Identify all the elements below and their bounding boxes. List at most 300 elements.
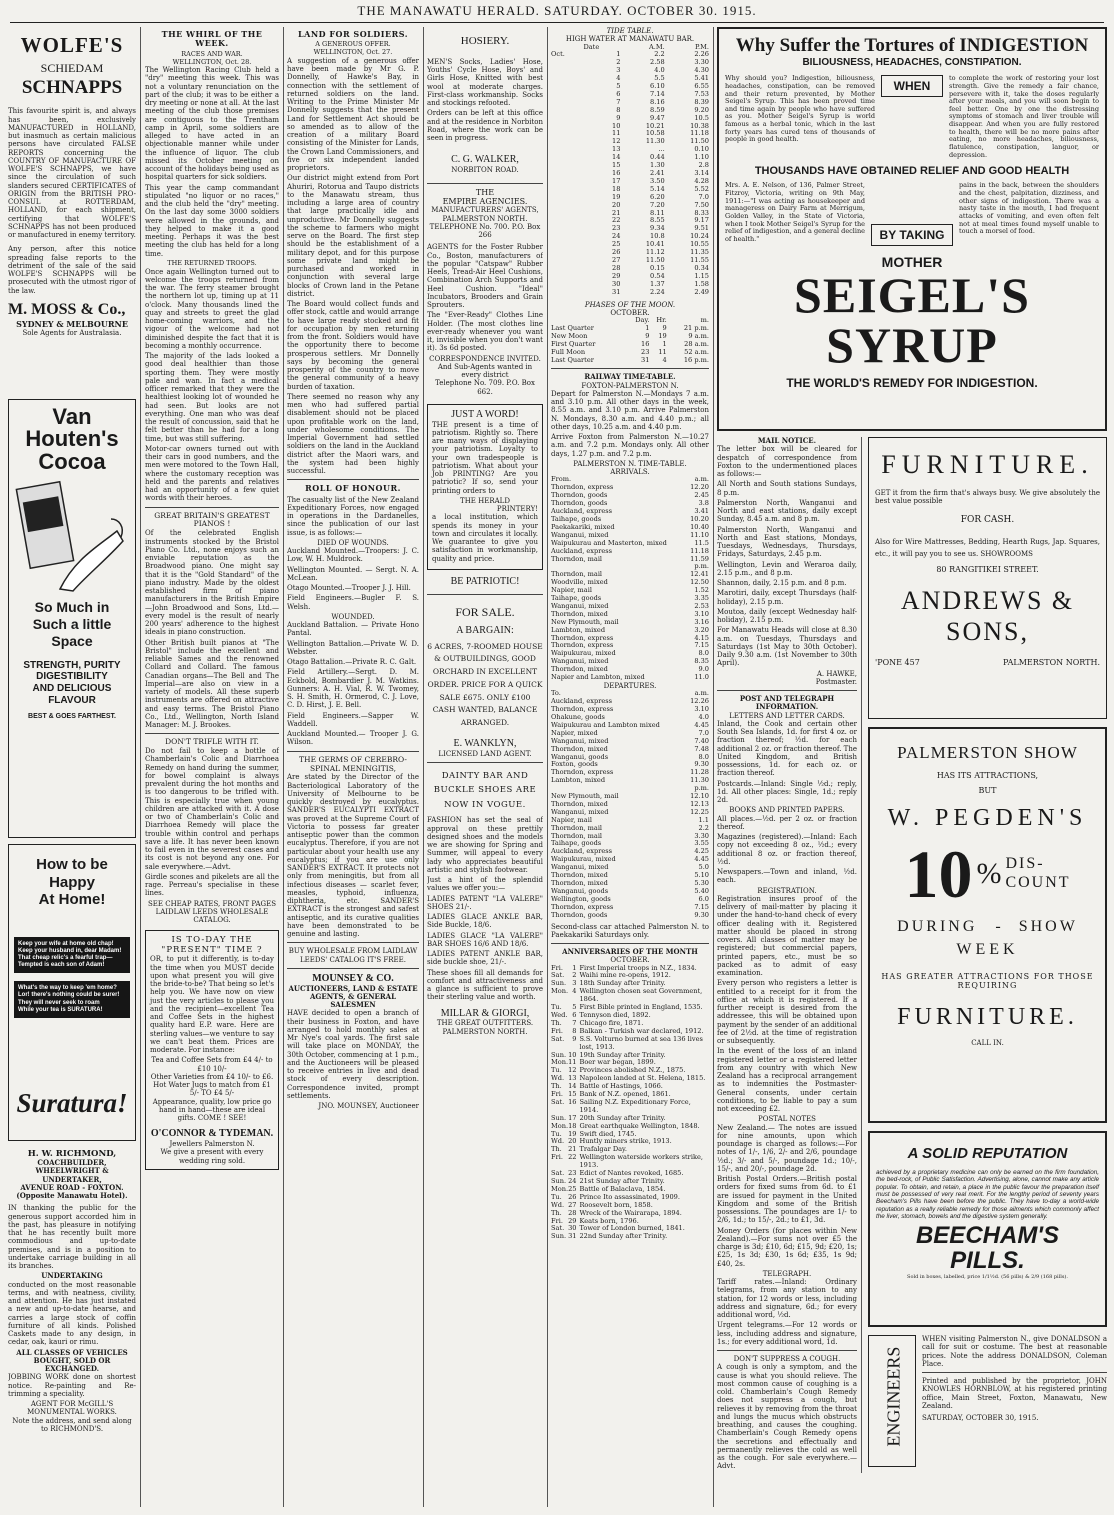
tide-row bbox=[551, 249, 709, 257]
divider bbox=[287, 942, 419, 943]
tide-row bbox=[551, 186, 709, 194]
tide-row bbox=[551, 194, 709, 202]
vanhouten-slogan2: Such a little bbox=[32, 615, 112, 632]
rail-departures: DEPARTURES. bbox=[603, 682, 657, 690]
tide-row bbox=[551, 91, 709, 99]
richmond-address: AVENUE ROAD - FOXTON. (Opposite Manawatu Hotel). bbox=[16, 1182, 128, 1201]
post-sub4: POSTAL NOTES bbox=[758, 1115, 816, 1124]
tide-pm: 10.38 bbox=[690, 121, 709, 130]
vanhouten-ad bbox=[8, 399, 136, 838]
tide-month bbox=[551, 138, 583, 146]
rail-time: 3.10 bbox=[694, 705, 709, 714]
discount-percent: % bbox=[976, 857, 1002, 891]
rail-time: 8.0 bbox=[698, 752, 709, 761]
tide-am: 10.58 bbox=[645, 129, 665, 138]
rail-station: Thorndon, goods bbox=[551, 910, 608, 919]
happy-line: They will never seek to roam bbox=[18, 999, 100, 1006]
sale-sub: A BARGAIN: bbox=[456, 624, 514, 636]
show-l3: HAS GREATER ATTRACTIONS FOR THOSE REQUIRING bbox=[881, 971, 1094, 991]
rail-station: Thorndon, express bbox=[551, 483, 614, 492]
rail-time: 5.0 bbox=[698, 863, 709, 872]
rail-station: Lambton, mixed bbox=[551, 625, 606, 634]
honour-title: ROLL OF HONOUR. bbox=[305, 483, 401, 494]
discount-count: COUNT bbox=[1005, 874, 1071, 892]
today-l3: Hot Water Jugs to match from £1 5/- TO £4 5/- bbox=[153, 1081, 271, 1098]
post-p: In the event of the loss of an inland registered letter or a registered letter from any country with which New Zealand has a reciprocal arrangement as to indemnities the Postmaster-General consents, under certain conditions, to be liable to pay a sum not exceeding £2. bbox=[717, 1047, 857, 1113]
tide-am: ... bbox=[658, 145, 665, 154]
post-sub: LETTERS AND LETTER CARDS. bbox=[729, 711, 845, 720]
dainty-body: FASHION has set the seal of approval on these prettily designed shoes and the models we are showing for Spring and Summer, will appeal to every lady who appreciates beautiful artistic and stylish footwear. bbox=[427, 816, 543, 874]
anniv-event: Battle of Hastings, 1066. bbox=[579, 1082, 663, 1091]
dainty-intro: Just a hint of the splendid values we offer you:— bbox=[427, 876, 543, 893]
anniv-event: Great earthquake Wellington, 1848. bbox=[579, 1121, 700, 1130]
anniv-weekday: Th. bbox=[551, 1082, 562, 1091]
tide-row bbox=[551, 67, 709, 75]
tide-month bbox=[551, 83, 583, 91]
tide-row bbox=[551, 83, 709, 91]
post-p: Money Orders (for places within New Zealand).—For sums not over £5 the charge is 3d; £10, 6d; £15, 9d; £20, 1s; £25, 1s 3d; £30, 1s 6d; £35, 1s 9d; £40, 2s. bbox=[717, 1226, 857, 1268]
tide-am: 6.10 bbox=[650, 82, 665, 91]
rail-station: Thorndon, express bbox=[551, 641, 614, 650]
anniv-event: 19th Sunday after Trinity. bbox=[579, 1050, 666, 1059]
tide-date: 27 bbox=[612, 255, 621, 264]
tide-row bbox=[551, 257, 709, 265]
land-p2: Our district might extend from Port Ahuriri, Rotorua and Taupo districts to the Manawatu stream, thus including a large area of country that large practically idle and unproductive. Mr Donnelly suggests the scheme to farmers who might serve on the Board. The first step should be the establishment of a military depot, and for this purpose some private land might be purchased and worked in conjunction with several large blocks of Crown land in the Petane district. bbox=[287, 174, 419, 298]
whirl-title: THE WHIRL OF THE WEEK. bbox=[161, 29, 263, 49]
column-rule bbox=[283, 27, 284, 1507]
tide-date: 14 bbox=[612, 153, 621, 162]
masthead-rule bbox=[10, 22, 1104, 23]
anniv-row bbox=[551, 1233, 709, 1241]
post-title: POST AND TELEGRAPH INFORMATION. bbox=[739, 694, 835, 712]
tide-am: 11.12 bbox=[645, 248, 665, 257]
post-p: Postcards.—Inland: Single ½d.; reply, 1d. All other places: Single, 1d.; reply 2d. bbox=[717, 779, 857, 804]
whirl-p5: Motor-car owners turned out with their cars in good numbers, and the men were motored to the Town Hall, where the customary reception was held and the parents and relatives had an opportunity of a few quiet words with their heroes. bbox=[145, 444, 279, 503]
tide-pm: 10.5 bbox=[694, 113, 709, 122]
rail-time: 12.26 bbox=[690, 697, 709, 706]
anniv-day: 22 bbox=[568, 1153, 577, 1162]
vanhouten-slogan3: Space bbox=[51, 632, 93, 649]
happy-title2: At Home! bbox=[38, 891, 106, 909]
anniv-day: 10 bbox=[568, 1050, 577, 1059]
rail-station: Thorndon, express bbox=[551, 902, 614, 911]
mail-p: Wellington, Levin and Weraroa daily, 2.15 p.m., and 8 p.m. bbox=[717, 560, 857, 577]
tide-month bbox=[551, 162, 583, 170]
tide-date: 24 bbox=[612, 232, 621, 241]
rail-station: Auckland, express bbox=[551, 847, 613, 856]
rail-station: Thorndon, mail bbox=[551, 554, 603, 563]
rail-time: 3.16 bbox=[694, 617, 709, 626]
happy-line: Keep your wife at home old chap! bbox=[18, 941, 114, 948]
land-sub: A GENEROUS OFFER. bbox=[315, 40, 391, 49]
anniv-event: Huntly miners strike, 1913. bbox=[579, 1137, 672, 1146]
tide-date: 5 bbox=[616, 82, 621, 91]
richmond-h2: UNDERTAKING bbox=[41, 1271, 103, 1281]
tide-pm: 3.14 bbox=[694, 169, 709, 177]
rail-station: Foxton, goods bbox=[551, 760, 598, 769]
tide-month bbox=[551, 225, 583, 233]
empire-body2: The "Ever-Ready" Clothes Line Holder. (The most clothes line ever-ready whenever you want it, invisible when you don't want it). 3s 6d posted. bbox=[427, 311, 543, 353]
tide-pm: 3.30 bbox=[694, 58, 709, 67]
richmond-h3: ALL CLASSES OF VEHICLES BOUGHT, SOLD OR EXCHANGED. bbox=[16, 1347, 128, 1374]
walker-address: NORBITON ROAD. bbox=[451, 166, 519, 175]
tide-am: 9.34 bbox=[650, 224, 665, 233]
tide-row bbox=[551, 59, 709, 67]
tide-am: 4.0 bbox=[654, 66, 665, 75]
moon-hour: 4 bbox=[662, 355, 667, 364]
tide-pm: 4.28 bbox=[694, 176, 709, 185]
wanklyn-sub: LICENSED LAND AGENT. bbox=[438, 749, 532, 758]
rail-time: 9.30 bbox=[694, 760, 709, 769]
land-p3: The Board would collect funds and offer stock, cattle and would arrange to have large ready stocked and fit for occupation by men returning from the front. Soldiers would have the opportunity there to become prosperous settlers. Mr Donnelly says by becoming the general prosperity of the country to move the general community of a heavy burden of taxation. bbox=[287, 300, 419, 391]
whirl-p2: This year the camp commandant stipulated "no liquor or no races," and the club held the "dry" meeting. On the last day some 3000 soldiers were allowed in the grounds, and they helped to make it a good meeting. Perhaps it was the best meeting the club has held for a long time. bbox=[145, 183, 279, 258]
honour-entry: Auckland Battalion. — Private Hono Pantal. bbox=[287, 621, 419, 638]
furn-title: FURNITURE. bbox=[881, 450, 1094, 479]
seigel-ad bbox=[717, 27, 1107, 431]
anniv-month: OCTOBER. bbox=[610, 956, 650, 965]
tide-pm: 11.50 bbox=[690, 137, 709, 146]
anniv-event: First Bible printed in England, 1535. bbox=[579, 1003, 703, 1012]
anniv-weekday: Tu. bbox=[551, 1066, 562, 1075]
oconnor-body: We give a present with every wedding ring sold. bbox=[160, 1148, 264, 1165]
divider bbox=[551, 368, 709, 369]
rail-time: 4.25 bbox=[694, 847, 709, 856]
moon-title: PHASES OF THE MOON. bbox=[584, 300, 676, 309]
tide-am: 5.5 bbox=[654, 74, 665, 83]
anniv-weekday: Tu. bbox=[551, 1129, 562, 1138]
rail-time: 7.15 bbox=[694, 641, 709, 650]
column-3 bbox=[287, 27, 419, 1509]
tide-title: TIDE TABLE. bbox=[606, 27, 654, 35]
tide-am: 10.8 bbox=[650, 232, 665, 241]
rail-pm-label: p.m. bbox=[694, 784, 709, 793]
rail-station: Taihape, goods bbox=[551, 594, 602, 603]
tide-am: 8.55 bbox=[650, 216, 665, 225]
trifle-p: Do not fail to keep a bottle of Chamberlain's Colic and Diarrhoea Remedy on hand during the summer, for bowel complaint is always prevalent during the hot months and is too dangerous to be trifled with. This is especially true when young children are attacked with it. A dose or two of Chamberlain's Colic and Diarrhoea Remedy will place the trouble within control and perhaps save a life. It has never been known to fail even in the severest cases and its cost is not beyond any one. For sale everywhere.—Advt. bbox=[145, 747, 279, 871]
tide-row bbox=[551, 178, 709, 186]
tide-pm: 1.10 bbox=[694, 153, 709, 162]
tide-row bbox=[551, 210, 709, 218]
moon-phase: Last Quarter bbox=[551, 323, 594, 332]
happy-line: Keep your husband in, dear Madam! bbox=[18, 948, 122, 955]
seigel-mother: MOTHER bbox=[881, 253, 943, 270]
rail-row bbox=[551, 777, 709, 785]
tide-date: 29 bbox=[612, 271, 621, 280]
moon-day: 1 bbox=[645, 323, 650, 332]
rail-am-label: a.m. bbox=[694, 475, 709, 484]
moon-minute: 16 p.m. bbox=[683, 355, 709, 364]
suratura-logo: Suratura! bbox=[16, 1087, 128, 1118]
rail-time: 6.0 bbox=[698, 894, 709, 903]
column-4 bbox=[427, 27, 543, 1509]
wolfe-agent-role: Sole Agents for Australasia. bbox=[22, 329, 122, 338]
tide-date: 22 bbox=[612, 216, 621, 225]
tide-pm: 4.30 bbox=[694, 66, 709, 75]
anniv-day: 30 bbox=[568, 1224, 577, 1233]
anniv-day: 13 bbox=[568, 1074, 577, 1083]
rail-time: 5.30 bbox=[694, 879, 709, 887]
tide-row bbox=[551, 115, 709, 123]
honour-p: The casualty list of the New Zealand Expeditionary Forces, now engaged in operations in the Dardanelles, since the publication of our last issue, is as follows:— bbox=[287, 495, 419, 537]
rail-row bbox=[551, 912, 709, 920]
tide-date: 18 bbox=[612, 184, 621, 193]
anniv-event: Keats born, 1796. bbox=[579, 1216, 639, 1225]
tide-month bbox=[551, 233, 583, 241]
rail-station: Taihape, goods bbox=[551, 839, 602, 848]
rail-time: 2.45 bbox=[694, 491, 709, 500]
post-p: All places.—½d. per 2 oz. or fraction thereof. bbox=[717, 814, 857, 831]
anniv-day: 31 bbox=[568, 1232, 577, 1241]
post-sub3: REGISTRATION. bbox=[757, 886, 817, 895]
honour-entry: Wellington Mounted. — Sergt. N. A. McLean. bbox=[287, 565, 419, 582]
divider bbox=[145, 733, 279, 734]
tide-pm: 2.8 bbox=[698, 161, 709, 170]
pegden-ad bbox=[868, 727, 1107, 1123]
anniv-weekday: Mon. bbox=[551, 1058, 569, 1067]
word-ad bbox=[427, 404, 543, 570]
anniv-event: 22nd Sunday after Trinity. bbox=[579, 1232, 668, 1241]
rail-station: Napier, mixed bbox=[551, 728, 598, 737]
word-body: THE present is a time of patriotism. Rightly so. There are many ways of displaying your patriotism. Loyalty to your own tradespeople is patriotism. What about your Job PRINTING? Are you patriotic? If so, send your printing orders to bbox=[432, 420, 538, 495]
moon-hour: 19 bbox=[658, 331, 667, 340]
column-2 bbox=[145, 27, 279, 1509]
moon-hour: 11 bbox=[658, 347, 667, 356]
rail-am-label: a.m. bbox=[694, 689, 709, 698]
anniv-day: 3 bbox=[572, 979, 577, 988]
discount-row bbox=[876, 836, 1099, 913]
tide-date: 26 bbox=[612, 248, 621, 257]
moon-phase: New Moon bbox=[551, 331, 588, 340]
rail-time: 12.20 bbox=[690, 483, 709, 492]
rail-station: New Plymouth, mail bbox=[551, 617, 619, 626]
column-5 bbox=[551, 27, 709, 1509]
tide-date: 10 bbox=[612, 121, 621, 130]
vanhouten-line4: FLAVOUR bbox=[48, 694, 96, 706]
show-l1: HAS ITS ATTRACTIONS, bbox=[936, 771, 1039, 781]
moon-phase: Full Moon bbox=[551, 347, 586, 356]
column-rule bbox=[547, 27, 548, 1507]
rail-station: Thorndon, goods bbox=[551, 499, 608, 508]
tide-row bbox=[551, 51, 709, 59]
vanhouten-line2: DIGESTIBILITY bbox=[36, 671, 108, 683]
tide-date: 21 bbox=[612, 208, 621, 217]
rail-p2: Arrive Foxton from Palmerston N.—10.27 a.m. and 7.2 p.m. Mondays only. All other days, 1.27 p.m. and 7.2 p.m. bbox=[551, 433, 709, 458]
anniv-weekday: Fri. bbox=[551, 963, 563, 972]
anniv-table bbox=[551, 965, 709, 1242]
anniv-day: 16 bbox=[568, 1097, 577, 1106]
rail-station: Wanganui, goods bbox=[551, 752, 609, 761]
anniv-event: Napoleon landed at St. Helena, 1815. bbox=[579, 1074, 706, 1083]
mail-sig2: Postmaster. bbox=[815, 677, 857, 686]
oconnor-sub: Jewellers Palmerston N. bbox=[169, 1140, 255, 1149]
today-l4: Appearance, quality, low price go hand in hand—these are ideal gifts. COME ! SEE! bbox=[152, 1097, 272, 1123]
anniv-event: Wellington waterside workers strike, 1913. bbox=[579, 1153, 703, 1170]
tide-am: 1.30 bbox=[650, 161, 665, 170]
rail-time: 7.0 bbox=[698, 728, 709, 737]
anniv-weekday: Mon. bbox=[551, 1121, 569, 1130]
tide-month bbox=[551, 130, 583, 138]
anniv-weekday: Wed. bbox=[551, 1010, 568, 1019]
rail-station: Thorndon, mixed bbox=[551, 799, 608, 808]
anniv-event: Sailing N.Z. Expeditionary Force, 1914. bbox=[579, 1097, 691, 1114]
tide-row bbox=[551, 75, 709, 83]
anniv-event: 18th Sunday after Trinity. bbox=[579, 979, 666, 988]
mounsey-title: MOUNSEY & CO. bbox=[312, 972, 394, 984]
wolfe-title: WOLFE'S bbox=[20, 33, 124, 57]
furniture-ad bbox=[868, 437, 1107, 719]
rail-station: Thorndon, mixed bbox=[551, 609, 608, 618]
rail-sub2: PALMERSTON N. TIME-TABLE. bbox=[573, 459, 687, 468]
tide-date: 1 bbox=[616, 50, 621, 59]
rail-station: Thorndon, express bbox=[551, 633, 614, 642]
tide-month: Oct. bbox=[551, 50, 565, 59]
tide-am: 2.41 bbox=[650, 169, 665, 177]
rail-station: Thorndon, express bbox=[551, 705, 614, 714]
andrews-city: PALMERSTON NORTH. bbox=[1002, 657, 1100, 667]
rail-time: 2.2 bbox=[698, 823, 709, 832]
moon-day: 16 bbox=[641, 339, 650, 348]
anniv-event: Bank of N.Z. opened, 1861. bbox=[579, 1090, 671, 1099]
show-call: CALL IN. bbox=[971, 1039, 1004, 1048]
tide-pm: 11.55 bbox=[690, 255, 709, 264]
seigel-taking: BY TAKING bbox=[871, 224, 953, 246]
empire-body: AGENTS for the Foster Rubber Co., Boston, manufacturers of the popular "Catspaw" Rubber Heels, Tread-Air Heel Cushions, Combination Arch Supports and Heel Cushion. "Ideal" Incubators, Brooders and Grain Sprouters. bbox=[427, 243, 543, 310]
show-l2: BUT bbox=[978, 786, 997, 796]
piano-p1: Of the celebrated English instruments stocked by the Bristol Piano Co. Ltd., none enjoys such an enviable reputation as the Broadwood piano. One might say that it is the "Gold Standard" of the piano industry. Made by the oldest established firm of piano manufacturers in the British Empire—John Broadwood and Sons, Ltd.—every model is the result of nearly 200 years' adherence to the highest ideals in piano construction. bbox=[145, 529, 279, 637]
girdle-p: Girdle scones and pikelets are all the rage. Perreau's specialise in these lines. bbox=[145, 872, 279, 898]
rail-time: 4.45 bbox=[694, 855, 709, 864]
tide-pm: 9.51 bbox=[694, 224, 709, 233]
anniv-event: Battle of Balaclava, 1854. bbox=[579, 1184, 666, 1193]
rail-station: Napier and Lambton, mixed bbox=[551, 673, 645, 682]
rail-station: Thorndon, mixed bbox=[551, 665, 608, 674]
column-1 bbox=[8, 27, 136, 1509]
tide-pm: 5.41 bbox=[694, 74, 709, 83]
honour-entry: Auckland Mounted.— Trooper J. G. Wilson. bbox=[287, 730, 419, 747]
rail-sub: FOXTON-PALMERSTON N. bbox=[581, 381, 679, 390]
word-title: JUST A WORD! bbox=[451, 408, 519, 420]
rail-station: Auckland, express bbox=[551, 507, 613, 516]
millar-address: PALMERSTON NORTH. bbox=[442, 1027, 528, 1036]
anniv-day: 17 bbox=[568, 1113, 577, 1122]
column-6 bbox=[717, 27, 1107, 1509]
anniv-title: ANNIVERSARIES OF THE MONTH bbox=[562, 947, 698, 957]
richmond-body: IN thanking the public for the generous support accorded him in the past, has pleasure in notifying that he has recently built more commodious and up-to-date premises, and is in a position to undertake carriage building in all its branches. bbox=[8, 1204, 136, 1271]
rail-note: Second-class car attached Palmerston N. to Paekakariki Saturdays only. bbox=[551, 922, 709, 939]
anniv-event: Roosevelt born, 1858. bbox=[579, 1200, 653, 1209]
bottom-right-row bbox=[868, 1335, 1107, 1467]
empire-sub2: And Sub-Agents wanted in every district bbox=[437, 362, 533, 380]
tide-am: 8.11 bbox=[650, 208, 665, 217]
mounsey-body: HAVE decided to open a branch of their business in Foxton, and have arranged to hold monthly sales at Mr Nye's coal yards. The first sale will take place on MONDAY, the 30th October, commencing at 1 p.m., and the Auctioneers will be pleased to receive entries in live and dead stock of every description. Correspondence invited, prompt settlements. bbox=[287, 1009, 419, 1100]
discount-words bbox=[1005, 855, 1070, 893]
anniv-day: 4 bbox=[572, 987, 577, 996]
rail-station: Taihape, goods bbox=[551, 514, 602, 523]
anniv-day: 26 bbox=[568, 1192, 577, 1201]
happy-verse-1 bbox=[14, 937, 130, 973]
tide-am: 2.2 bbox=[654, 50, 665, 59]
rail-station: Auckland, express bbox=[551, 697, 613, 706]
vanhouten-line5: BEST & GOES FARTHEST. bbox=[28, 712, 116, 720]
piano-title: GREAT BRITAIN'S GREATEST PIANOS ! bbox=[154, 510, 270, 529]
rail-station: Napier, mail bbox=[551, 815, 592, 824]
richmond-ad bbox=[8, 1149, 136, 1433]
mail-p: The letter box will be cleared for despatch of correspondence from Foxton to the undermentioned places as follows:— bbox=[717, 445, 857, 478]
richmond-body3: JOBBING WORK done on shortest notice. Re-painting and Re-trimming a speciality. bbox=[8, 1373, 136, 1398]
anniv-day: 7 bbox=[572, 1018, 577, 1027]
tide-date: 4 bbox=[616, 74, 621, 83]
happy-line: What's the way to keep 'em home? bbox=[18, 985, 117, 992]
rail-time: 3.20 bbox=[694, 625, 709, 634]
rail-station: Wanganui, mixed bbox=[551, 807, 609, 816]
rail-station: Ohakune, goods bbox=[551, 712, 605, 721]
anniv-event: Balkan - Turkish war declared, 1912. bbox=[579, 1026, 704, 1035]
rail-time: 9.30 bbox=[694, 910, 709, 919]
whirl-p4: The majority of the lads looked a good deal healthier than those sporting them. They were mostly pale and wan. In fact a medical officer remarked that they were the healthiest looking lot of wounded he had seen. But looks are not everything. One man who was deaf the result of concussion, said that he felt better than he had for a long time, but was still suffering. bbox=[145, 352, 279, 443]
post-p: Urgent telegrams.—For 12 words or less, including address and signature, 1s.; for every additional word, 1d. bbox=[717, 1321, 857, 1346]
anniv-event: Tower of London burned, 1841. bbox=[579, 1224, 685, 1233]
show-title: PALMERSTON SHOW bbox=[897, 743, 1078, 762]
anniv-day: 14 bbox=[568, 1082, 577, 1091]
tide-date: 9 bbox=[616, 113, 621, 122]
mail-p: Palmerston North, Wanganui and North and east stations, daily except Sunday, 8.45 a.m. and 8 p.m. bbox=[717, 498, 857, 524]
tide-row bbox=[551, 99, 709, 107]
anniv-day: 21 bbox=[568, 1145, 577, 1154]
rail-time: 1.1 bbox=[698, 815, 709, 824]
wolfe-body2: Any person, after this notice spreading false reports to the detriment of the sale of the said WOLFE'S SCHNAPPS will be prosecuted with the utmost rigor of the law. bbox=[8, 245, 136, 295]
furn-p1: GET it from the firm that's always busy. We give absolutely the best value possible bbox=[875, 488, 1100, 505]
anniv-weekday: Th. bbox=[551, 1145, 562, 1154]
rail-time: 12.41 bbox=[690, 570, 709, 579]
tide-date: 23 bbox=[612, 224, 621, 233]
rail-title: RAILWAY TIME-TABLE. bbox=[584, 372, 676, 382]
rail-station: Thorndon, goods bbox=[551, 491, 608, 500]
tide-pm: 7.0 bbox=[698, 192, 709, 201]
rail-station: Thorndon, mail bbox=[551, 570, 603, 579]
rail-time: 10.20 bbox=[690, 514, 709, 523]
rail-station: Thorndon, mixed bbox=[551, 879, 608, 887]
moon-minute: 52 a.m. bbox=[684, 347, 709, 356]
beech-brand2: PILLS. bbox=[950, 1246, 1025, 1274]
tide-pm: 0.34 bbox=[694, 263, 709, 272]
rail-station: Waipukurau and Lambton mixed bbox=[551, 720, 660, 729]
anniv-event: Edict of Nantes revoked, 1685. bbox=[579, 1169, 684, 1178]
rail-time: 8.35 bbox=[694, 657, 709, 666]
oconnor-title: O'CONNOR & TYDEMAN. bbox=[150, 1128, 274, 1140]
anniv-day: 28 bbox=[568, 1208, 577, 1217]
rail-time: 7.40 bbox=[694, 736, 709, 745]
rail-time: 2.53 bbox=[694, 601, 709, 610]
post-p: British Postal Orders.—British postal orders for fixed sums from 6d. to £1 are issued for payment in the United Kingdom and some of the British possessions. The poundages are 1/- to 2/6, 1d.; to 15/-, 2d.; to £1, 3d. bbox=[717, 1175, 857, 1225]
anniv-weekday: Th. bbox=[551, 1018, 562, 1027]
anniv-weekday: Fri. bbox=[551, 1026, 563, 1035]
rail-station: Thorndon, mail bbox=[551, 831, 603, 840]
tide-pm: 1.15 bbox=[694, 271, 709, 280]
tide-am: 6.20 bbox=[650, 192, 665, 201]
empire-corr: CORRESPONDENCE INVITED. bbox=[429, 354, 541, 363]
anniv-weekday: Sat. bbox=[551, 1169, 565, 1178]
richmond-name: H. W. RICHMOND, bbox=[27, 1149, 117, 1159]
rail-station: Wellington, goods bbox=[551, 894, 611, 903]
anniv-weekday: Mon. bbox=[551, 1184, 569, 1193]
tide-pm: 1.58 bbox=[694, 279, 709, 288]
column-rule bbox=[713, 27, 714, 1507]
anniv-day: 15 bbox=[568, 1090, 577, 1099]
tide-pm: 8.33 bbox=[694, 208, 709, 217]
rail-time: 12.10 bbox=[690, 792, 709, 801]
word-herald1: THE HERALD bbox=[460, 496, 510, 505]
anniv-event: 21st Sunday after Trinity. bbox=[579, 1177, 665, 1185]
